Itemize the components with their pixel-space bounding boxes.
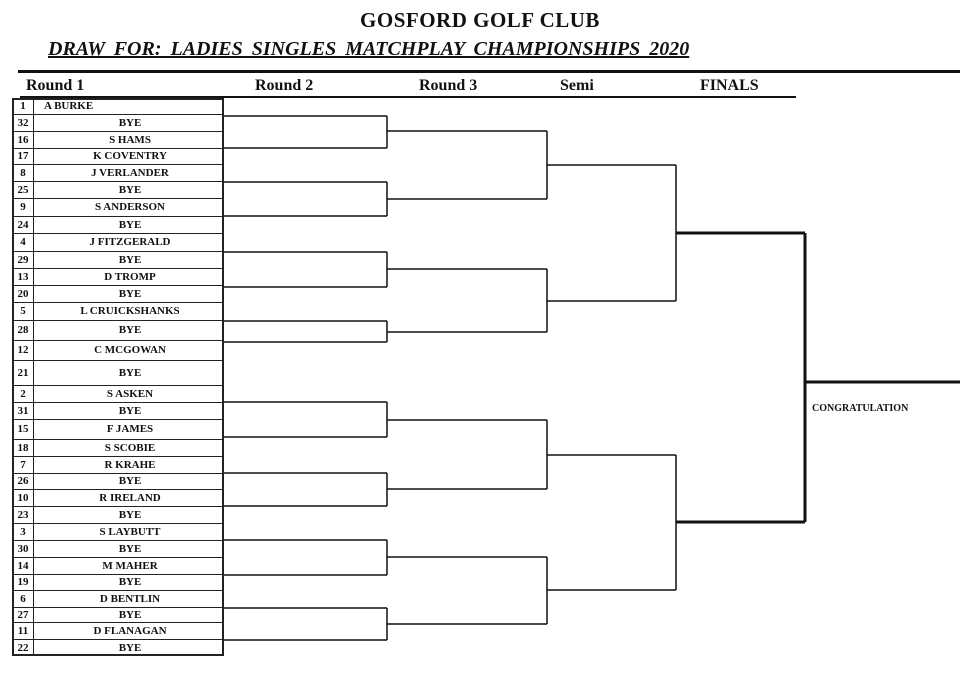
round-1-heading: Round 1	[26, 77, 85, 94]
seed-number: 26	[17, 475, 29, 487]
seed-number: 21	[17, 366, 29, 379]
player-name: BYE	[118, 608, 142, 621]
draw-subtitle: DRAW FOR: LADIES SINGLES MATCHPLAY CHAMPIONSHIPS 2020	[48, 38, 690, 60]
round-2-heading: Round 2	[255, 77, 314, 94]
seed-number: 19	[17, 576, 29, 588]
player-name: BYE	[118, 183, 142, 196]
seed-number: 12	[17, 344, 29, 356]
player-name: S SCOBIE	[104, 441, 156, 454]
seed-number: 13	[17, 270, 29, 283]
player-name: A BURKE	[44, 100, 94, 112]
seed-number: 28	[17, 324, 29, 336]
player-name: L CRUICKSHANKS	[80, 305, 180, 317]
seed-number: 16	[17, 133, 29, 146]
seed-number: 23	[17, 508, 29, 521]
round-3-heading: Round 3	[419, 77, 478, 94]
seed-number: 17	[17, 150, 29, 162]
seed-number: 29	[17, 253, 29, 266]
player-name: D TROMP	[104, 270, 156, 283]
player-name: S LAYBUTT	[99, 525, 161, 538]
player-name: D BENTLIN	[99, 592, 161, 605]
player-name: S ASKEN	[106, 387, 154, 400]
seed-number: 11	[17, 624, 29, 637]
player-name: C MCGOWAN	[94, 344, 166, 356]
seed-number: 1	[20, 100, 26, 112]
player-name: S ANDERSON	[95, 201, 165, 213]
seed-number: 25	[17, 183, 29, 196]
player-name: BYE	[118, 218, 142, 231]
semi-heading: Semi	[560, 77, 594, 94]
seed-number: 20	[17, 287, 29, 300]
winner-label: CONGRATULATION	[812, 403, 909, 414]
player-name: BYE	[118, 324, 142, 336]
player-name: BYE	[118, 366, 142, 379]
seed-number: 5	[20, 305, 26, 317]
player-name: F JAMES	[106, 423, 154, 435]
seed-number: 30	[17, 542, 29, 555]
player-name: BYE	[118, 475, 142, 487]
seed-number: 24	[17, 218, 29, 231]
player-name: S HAMS	[109, 133, 151, 146]
player-name: BYE	[118, 641, 142, 654]
seed-number: 10	[17, 491, 29, 504]
seed-number: 3	[20, 525, 26, 538]
seed-number: 15	[17, 423, 29, 435]
club-title: GOSFORD GOLF CLUB	[360, 8, 600, 32]
seed-number: 2	[20, 387, 26, 400]
seed-number: 27	[17, 608, 29, 621]
seed-number: 7	[20, 458, 26, 471]
seed-number: 22	[17, 641, 29, 654]
player-name: R KRAHE	[104, 458, 156, 471]
seed-number: 4	[20, 236, 26, 248]
player-name: D FLANAGAN	[93, 624, 167, 637]
seed-number: 6	[20, 592, 26, 605]
player-name: BYE	[118, 576, 142, 588]
player-name: BYE	[118, 287, 142, 300]
player-name: BYE	[118, 253, 142, 266]
player-name: R IRELAND	[99, 491, 161, 504]
seed-number: 14	[17, 559, 29, 572]
seed-number: 9	[20, 201, 26, 213]
player-name: J VERLANDER	[91, 166, 169, 179]
player-name: M MAHER	[102, 559, 158, 572]
player-name: BYE	[118, 542, 142, 555]
finals-heading: FINALS	[700, 77, 759, 94]
player-name: K COVENTRY	[93, 150, 167, 162]
player-name: BYE	[118, 508, 142, 521]
seed-number: 31	[17, 404, 29, 417]
seed-number: 8	[20, 166, 26, 179]
seed-number: 18	[17, 441, 29, 454]
player-name: BYE	[118, 116, 142, 129]
player-name: BYE	[118, 404, 142, 417]
player-name: J FITZGERALD	[89, 236, 171, 248]
seed-number: 32	[17, 116, 29, 129]
